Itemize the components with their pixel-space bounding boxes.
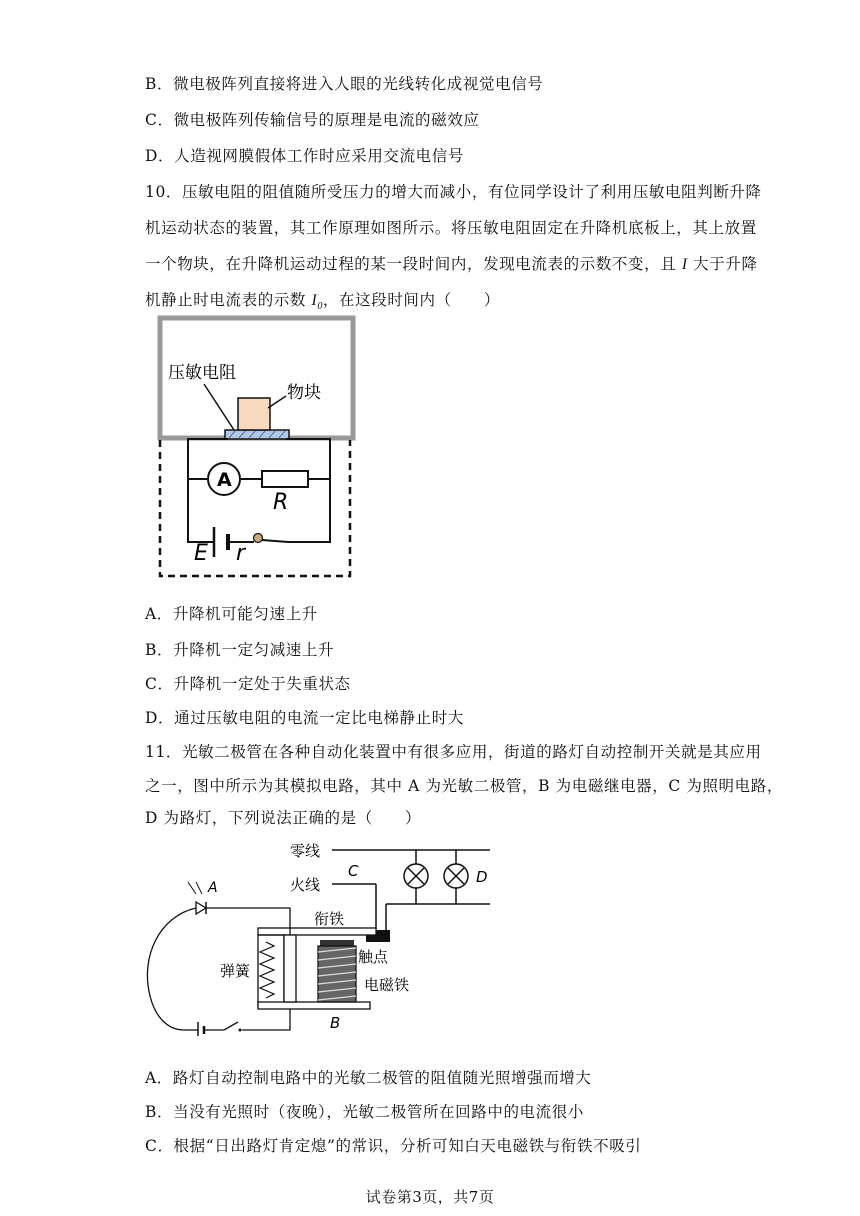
q10-stem-line-4: 机静止时电流表的示数 $I_0$，在这段时间内（ ）: [145, 291, 501, 313]
q9-option-b: B．微电极阵列直接将进入人眼的光线转化成视觉电信号: [145, 75, 544, 93]
label-a: A: [208, 880, 218, 896]
label-spring: 弹簧: [220, 962, 251, 980]
q10-stem-line-2: 机运动状态的装置，其工作原理如图所示。将压敏电阻固定在升降机底板上，其上放置: [145, 219, 757, 237]
label-r-internal: r: [236, 541, 246, 566]
q9-option-d: D．人造视网膜假体工作时应采用交流电信号: [145, 147, 464, 165]
q11-stem-line-2: 之一，图中所示为其模拟电路，其中 A 为光敏二极管，B 为电磁继电器，C 为照明电路，: [145, 777, 783, 795]
switch-icon: [224, 1022, 238, 1030]
page-footer: 试卷第3页，共7页: [365, 1188, 495, 1206]
q11-stem-line-1: 11．光敏二极管在各种自动化装置中有很多应用，街道的路灯自动控制开关就是其应用: [145, 743, 762, 761]
q10-option-a: A．升降机可能匀速上升: [145, 605, 318, 623]
label-pressure-resistor: 压敏电阻: [168, 363, 236, 383]
q11-stem-line-3: D 为路灯，下列说法正确的是（ ）: [145, 809, 422, 827]
current-var-i: I: [681, 256, 688, 273]
q10-stem-line-1: 10．压敏电阻的阻值随所受压力的增大而减小，有位同学设计了利用压敏电阻判断升降: [145, 183, 762, 201]
q11-street-light-circuit-figure: [140, 836, 510, 1036]
q9-option-c: C．微电极阵列传输信号的原理是电流的磁效应: [145, 111, 480, 129]
lamp-1-icon: [404, 864, 428, 888]
label-b: B: [330, 1014, 341, 1032]
label-fire-line: 火线: [290, 876, 321, 894]
q10-option-b: B．升降机一定匀减速上升: [145, 641, 335, 659]
q11-option-c: C．根据“日出路灯肯定熄”的常识，分析可知白天电磁铁与衔铁不吸引: [145, 1137, 642, 1155]
label-contact: 触点: [358, 948, 389, 966]
label-c: C: [348, 862, 359, 880]
q10-option-d: D．通过压敏电阻的电流一定比电梯静止时大: [145, 709, 464, 727]
label-block: 物块: [287, 383, 321, 403]
lamp-2-icon: [444, 864, 468, 888]
label-electromagnet: 电磁铁: [364, 976, 410, 994]
q11-option-a: A．路灯自动控制电路中的光敏二极管的阻值随光照增强而增大: [145, 1069, 592, 1087]
label-zero-line: 零线: [290, 842, 321, 860]
ammeter-label: A: [217, 469, 232, 491]
q10-stem-line-3: 一个物块，在升降机运动过程的某一段时间内，发现电流表的示数不变，且 I 大于升降: [145, 255, 758, 273]
label-armature: 衔铁: [314, 910, 345, 928]
label-e: E: [194, 541, 208, 566]
resistor-r: [262, 471, 308, 487]
q10-option-c: C．升降机一定处于失重状态: [145, 675, 351, 693]
q10-elevator-circuit-figure: [150, 312, 360, 582]
armature: [258, 928, 376, 935]
switch-contact-icon: [254, 534, 263, 543]
label-r-resistor: R: [273, 490, 289, 515]
label-d: D: [476, 868, 488, 886]
magnet-top: [320, 940, 354, 946]
q11-option-b: B．当没有光照时（夜晚），光敏二极管所在回路中的电流很小: [145, 1103, 584, 1121]
spring-icon: [260, 942, 274, 998]
current-var-i0: $I_0$: [311, 292, 323, 313]
block: [238, 398, 270, 430]
